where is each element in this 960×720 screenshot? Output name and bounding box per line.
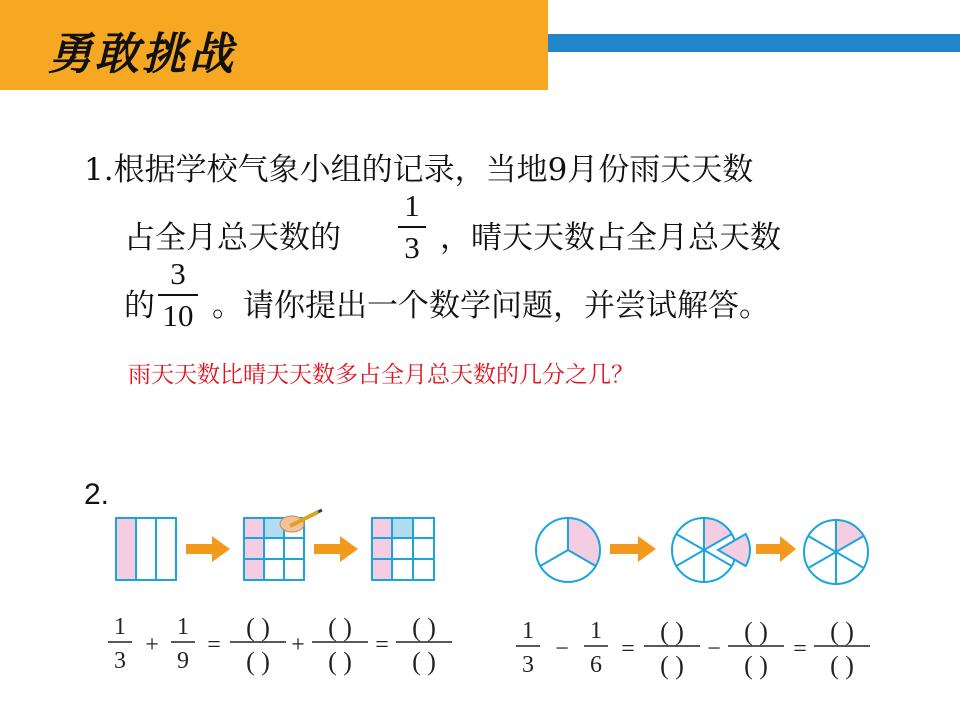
blank-denominator: ( ) (412, 647, 436, 676)
eq-equals: = (375, 632, 389, 658)
eq-equals: = (621, 636, 635, 662)
blank-denominator: ( ) (246, 647, 270, 676)
eq-equals: = (207, 632, 221, 658)
arrow-icon (314, 536, 358, 562)
equation-addition (108, 613, 452, 676)
q1-line2-b: ，晴天天数占全月总天数 (440, 220, 781, 256)
circle-result-diagram (804, 520, 868, 584)
rect-result-diagram (372, 518, 434, 580)
eq-b-num: 1 (177, 614, 189, 640)
circle-sixths-diagram (672, 518, 750, 582)
arrow-icon (610, 536, 656, 562)
eq-op: + (291, 632, 305, 658)
eq-a-den: 3 (114, 648, 126, 674)
blank-numerator: ( ) (660, 617, 684, 646)
q1-number: 1. (84, 152, 114, 188)
blank-numerator: ( ) (246, 613, 270, 642)
eq-op: − (707, 636, 721, 662)
eq-a-num: 1 (114, 614, 126, 640)
eq-op: − (555, 636, 569, 662)
blank-denominator: ( ) (744, 651, 768, 680)
hand-pencil-icon (280, 510, 322, 532)
blank-denominator: ( ) (328, 647, 352, 676)
arrow-icon (756, 536, 796, 562)
blank-numerator: ( ) (412, 613, 436, 642)
blank-numerator: ( ) (328, 613, 352, 642)
eq-b-den: 9 (177, 648, 189, 674)
equation-subtraction (516, 617, 870, 680)
eq-a-den: 3 (522, 652, 534, 678)
eq-op: + (145, 632, 159, 658)
fraction-denominator: 3 (404, 230, 420, 265)
blank-numerator: ( ) (830, 617, 854, 646)
q1-line2-a: 占全月总天数的 (124, 220, 341, 256)
blank-numerator: ( ) (744, 617, 768, 646)
shaded-third (116, 518, 136, 580)
fraction-denominator: 10 (162, 298, 194, 333)
eq-a-num: 1 (522, 618, 534, 644)
blank-denominator: ( ) (660, 651, 684, 680)
rect-thirds-diagram (116, 518, 176, 580)
page-title: 勇敢挑战 (48, 29, 236, 80)
eq-b-num: 1 (590, 618, 602, 644)
eq-b-den: 6 (590, 652, 602, 678)
fraction-numerator: 3 (170, 256, 186, 291)
arrow-icon (186, 536, 230, 562)
circle-thirds-diagram (536, 518, 600, 582)
eq-equals: = (793, 636, 807, 662)
q2-number: 2. (84, 478, 110, 511)
blank-denominator: ( ) (830, 651, 854, 680)
q1-line3-a: 的 (124, 288, 155, 324)
q1-line3-b: 。请你提出一个数学问题，并尝试解答。 (212, 288, 770, 324)
q1-answer: 雨天天数比晴天天数多占全月总天数的几分之几？ (128, 362, 634, 388)
q1-text-line1: 根据学校气象小组的记录，当地9月份雨天天数 (113, 152, 754, 188)
fraction-numerator: 1 (404, 188, 420, 223)
